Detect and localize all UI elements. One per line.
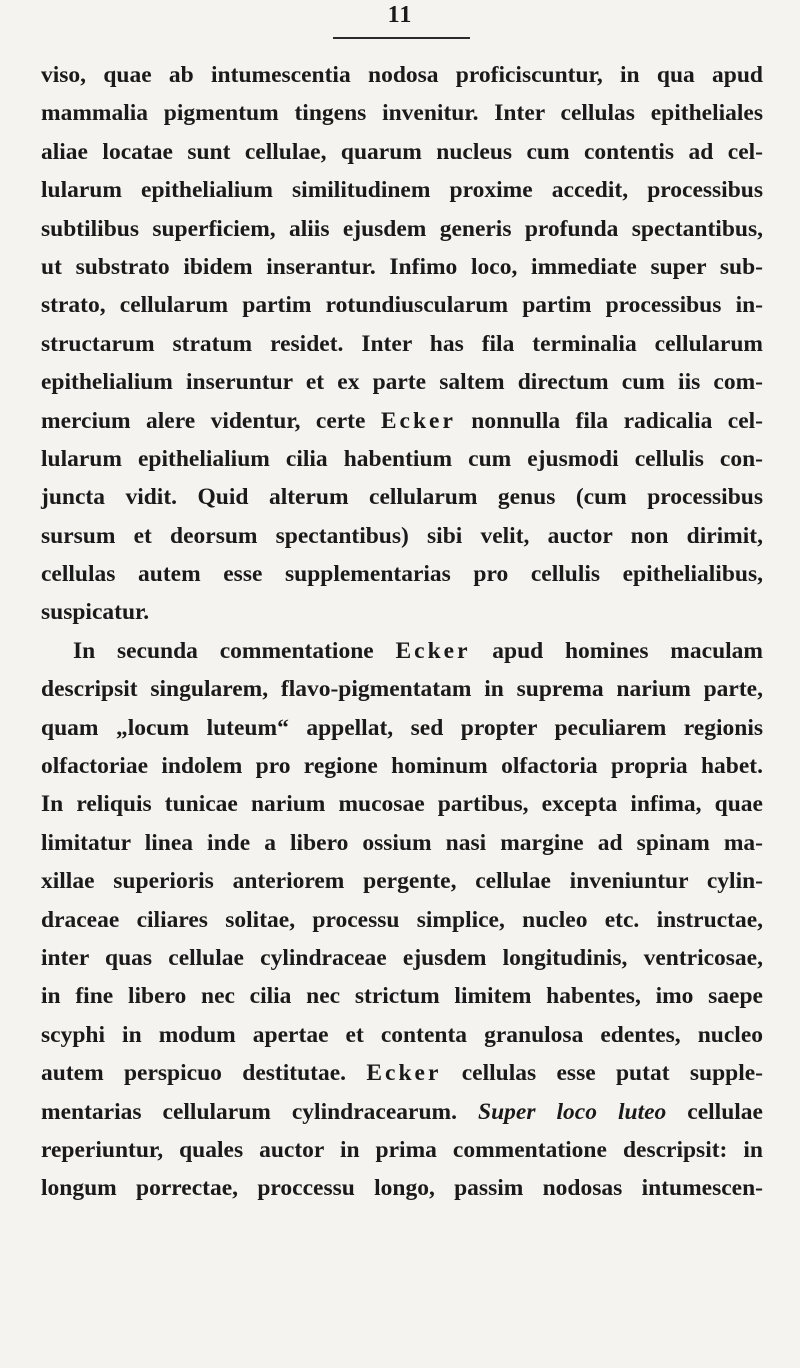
text-line: limitatur linea inde a libero ossium nasi margine ad spinam ma-: [41, 829, 763, 856]
text-line: viso, quae ab intumescentia nodosa proficiscuntur, in qua apud: [41, 62, 763, 88]
text-line: quam „locum luteum“ appellat, sed propter peculiarem regionis: [41, 714, 763, 741]
text-line: lularum epithelialium cilia habentium cum ejusmodi cellulis con-: [41, 445, 763, 472]
text-line: scyphi in modum apertae et contenta granulosa edentes, nucleo: [41, 1021, 763, 1048]
text-line: mercium alere videntur, certe Ecker nonnulla fila radicalia cel-: [41, 407, 763, 434]
text-line: autem perspicuo destitutae. Ecker cellulas esse putat supple-: [41, 1060, 763, 1087]
header-rule: [333, 37, 470, 39]
text-line: suspicatur.: [41, 599, 150, 626]
text-line: aliae locatae sunt cellulae, quarum nucleus cum contentis ad cel-: [41, 138, 763, 165]
text-line: in fine libero nec cilia nec strictum limitem habentes, imo saepe: [41, 983, 763, 1010]
text-line: subtilibus superficiem, aliis ejusdem generis profunda spectantibus,: [41, 215, 763, 242]
text-line: sursum et deorsum spectantibus) sibi velit, auctor non dirimit,: [41, 522, 763, 549]
text-line: structarum stratum residet. Inter has fila terminalia cellularum: [41, 330, 763, 357]
text-line: cellulas autem esse supplementarias pro cellulis epithelialibus,: [41, 561, 763, 588]
text-line: mentarias cellularum cylindracearum. Super loco luteo cellulae: [41, 1098, 763, 1125]
text-line: ut substrato ibidem inserantur. Infimo loco, immediate super sub-: [41, 253, 763, 280]
text-line: juncta vidit. Quid alterum cellularum genus (cum processibus: [41, 484, 763, 511]
author-name: Ecker: [366, 1060, 442, 1087]
body-text: [41, 56, 763, 1208]
author-name: Ecker: [395, 637, 471, 664]
text-line: lularum epithelialium similitudinem proxime accedit, processibus: [41, 177, 763, 204]
text-line: epithelialium inseruntur et ex parte saltem directum cum iis com-: [41, 369, 763, 396]
text-line: In secunda commentatione Ecker apud homines maculam: [73, 637, 763, 664]
page-number: 11: [387, 2, 413, 28]
text-line: mammalia pigmentum tingens invenitur. Inter cellulas epitheliales: [41, 100, 763, 127]
text-line: olfactoriae indolem pro regione hominum olfactoria propria habet.: [41, 753, 763, 780]
text-line: descripsit singularem, flavo-pigmentatam in suprema narium parte,: [41, 676, 763, 703]
text-line: In reliquis tunicae narium mucosae partibus, excepta infima, quae: [41, 791, 763, 818]
text-line: draceae ciliares solitae, processu simplice, nucleo etc. instructae,: [41, 906, 763, 933]
text-line: inter quas cellulae cylindraceae ejusdem longitudinis, ventricosae,: [41, 944, 763, 971]
text-line: xillae superioris anteriorem pergente, cellulae inveniuntur cylin-: [41, 868, 763, 895]
text-line: reperiuntur, quales auctor in prima commentatione descripsit: in: [41, 1136, 763, 1163]
text-line: strato, cellularum partim rotundiuscularum partim processibus in-: [41, 292, 763, 319]
author-name: Ecker: [380, 407, 456, 434]
text-line: longum porrectae, proccessu longo, passim nodosas intumescen-: [41, 1175, 763, 1202]
italic-term: Super loco luteo: [478, 1098, 667, 1125]
